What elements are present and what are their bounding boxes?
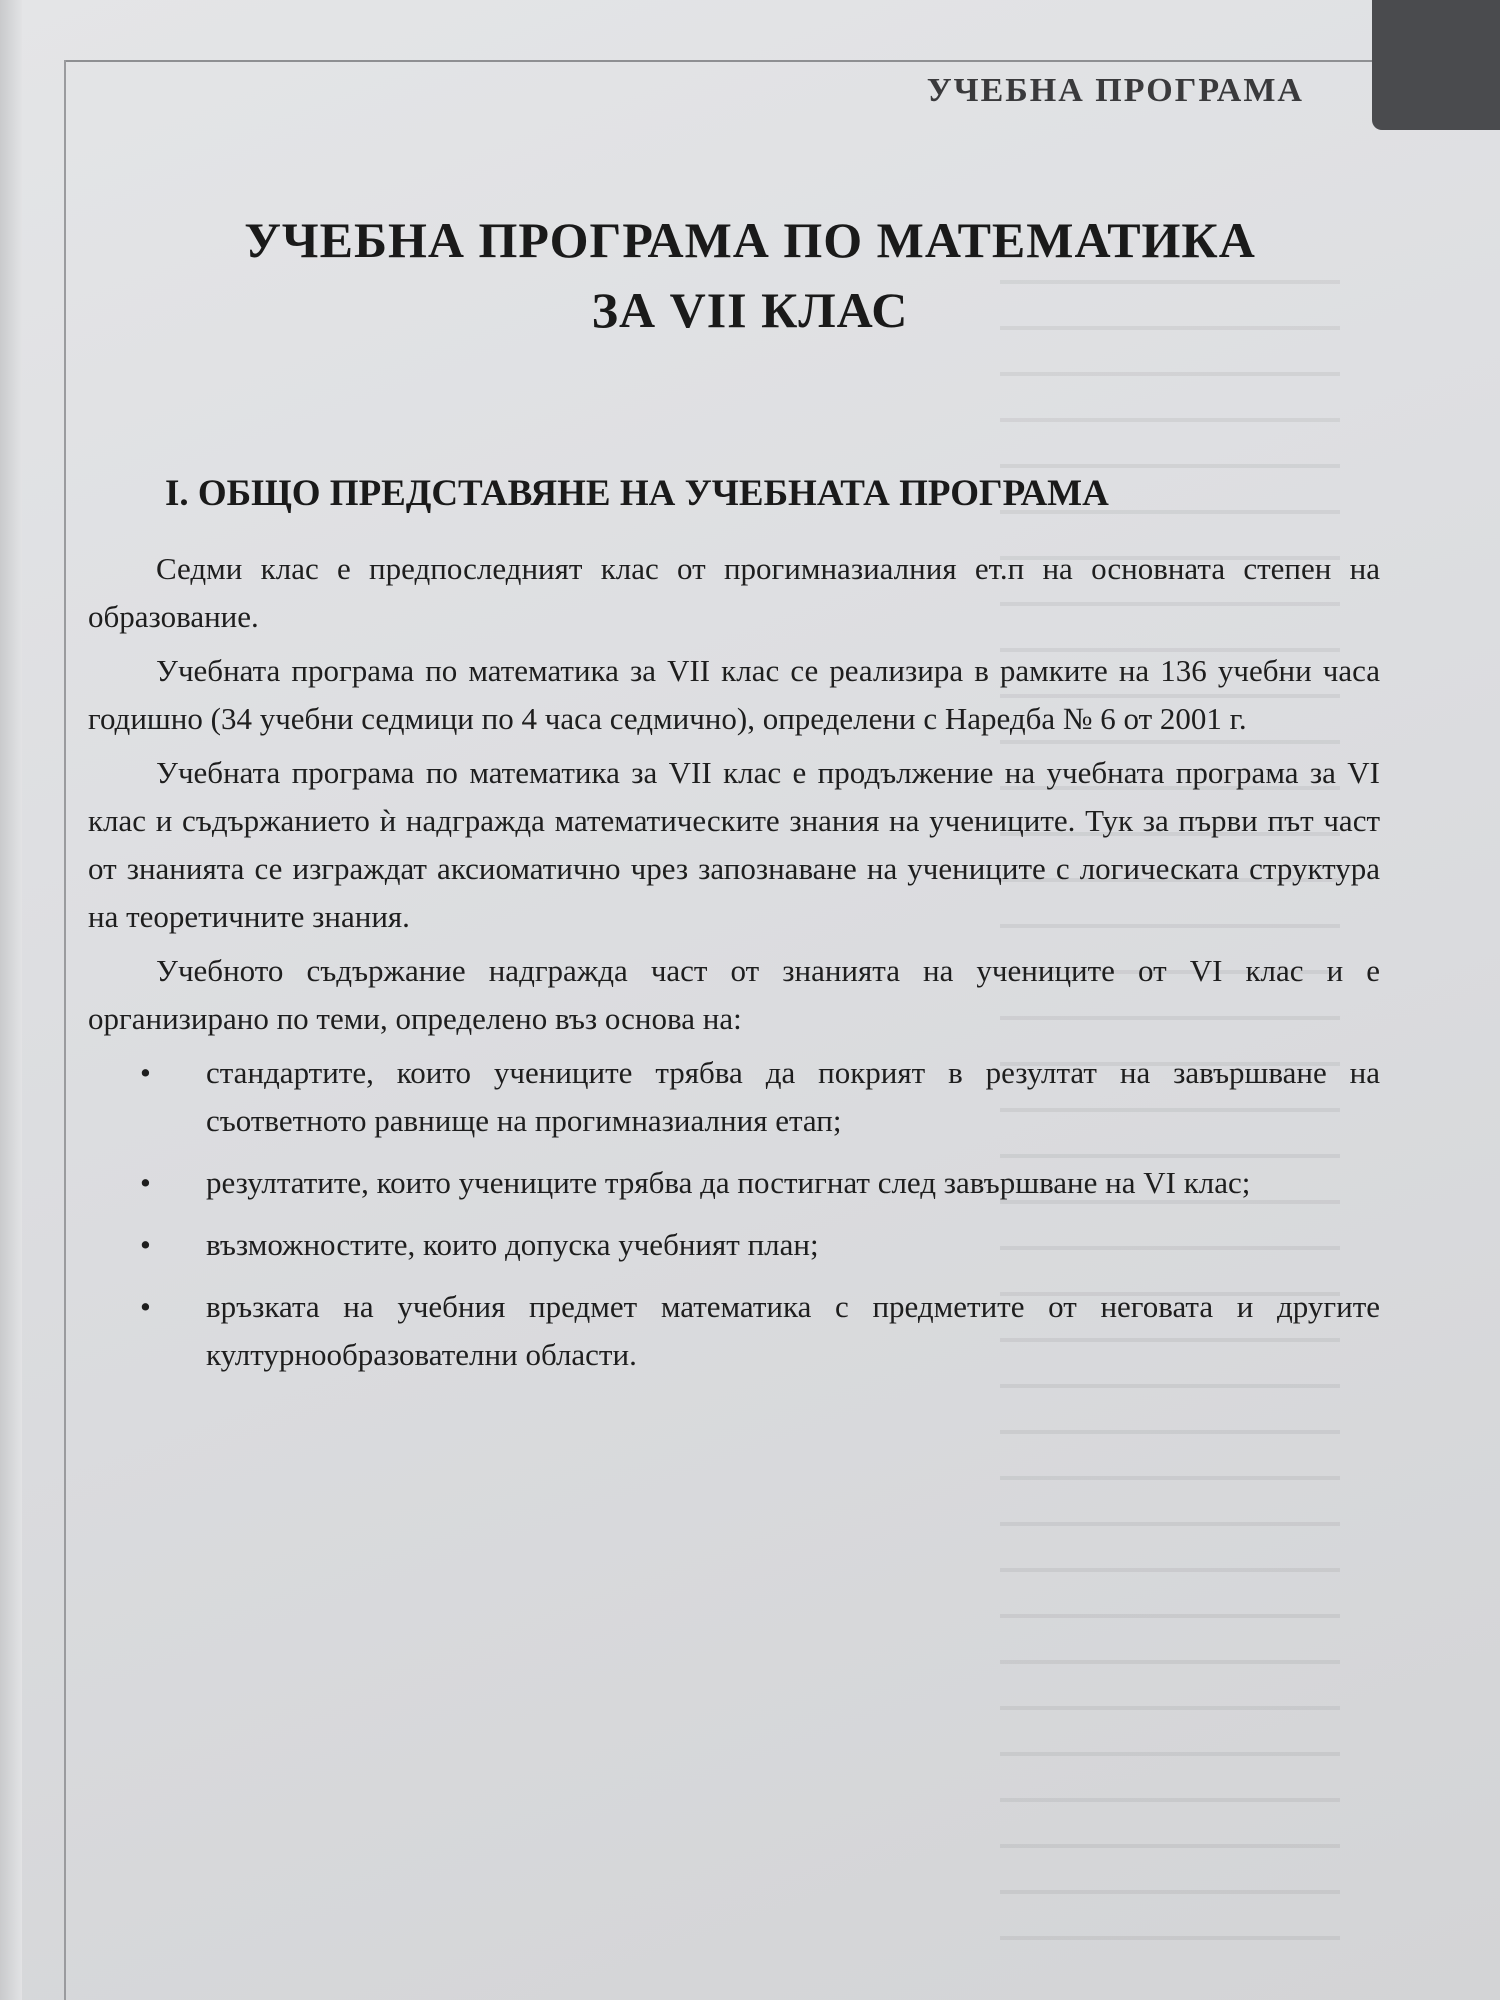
list-item [88,1283,1380,1379]
paragraph: Учебната програма по математика за VII клас се реализира в рамките на 136 учебни часа годишно (34 учебни седмици по 4 часа седмично), определени с Наредба № 6 от 2001 г. [88,653,1380,736]
list-item-text: възможностите, които допуска учебният план; [206,1227,819,1262]
list-item [88,1221,1380,1269]
title-line-1: УЧЕБНА ПРОГРАМА ПО МАТЕМАТИКА [244,212,1256,268]
bullet-list [88,1049,1380,1379]
paragraph: Учебната програма по математика за VII клас е продължение на учебната програма за VI клас и съдържанието ѝ надгражда математическите знания на учениците. Тук за първи път част от знанията се изграждат аксиоматично чрез запознаване на учениците с логическата структура на теоретичните знания. [88,755,1380,934]
section-heading: I. ОБЩО ПРЕДСТАВЯНЕ НА УЧЕБНАТА ПРОГРАМА [165,473,1109,514]
running-head: УЧЕБНА ПРОГРАМА [926,72,1304,109]
page-title [0,205,1500,345]
bullet-icon: • [140,1289,151,1324]
page-frame-left-rule [64,60,66,2000]
title-line-2: ЗА VII КЛАС [591,282,909,338]
list-item [88,1159,1380,1207]
body-text [88,545,1380,1393]
bullet-icon: • [140,1055,151,1090]
bullet-icon: • [140,1227,151,1262]
chapter-tab [1372,0,1500,130]
paragraph: Седми клас е предпоследният клас от прогимназиалния ет.п на основната степен на образование. [88,551,1380,634]
bullet-icon: • [140,1165,151,1200]
list-item [88,1049,1380,1145]
list-item-text: стандартите, които учениците трябва да покрият в резултат на завършване на съответното равнище на прогимназиалния етап; [206,1055,1380,1138]
list-item-text: връзката на учебния предмет математика с предметите от неговата и другите културнообразователни области. [206,1289,1380,1372]
page-frame-top-rule [64,60,1374,62]
list-item-text: резултатите, които учениците трябва да постигнат след завършване на VI клас; [206,1165,1251,1200]
paragraph: Учебното съдържание надгражда част от знанията на учениците от VI клас и е организирано по теми, определено въз основа на: [88,953,1380,1036]
